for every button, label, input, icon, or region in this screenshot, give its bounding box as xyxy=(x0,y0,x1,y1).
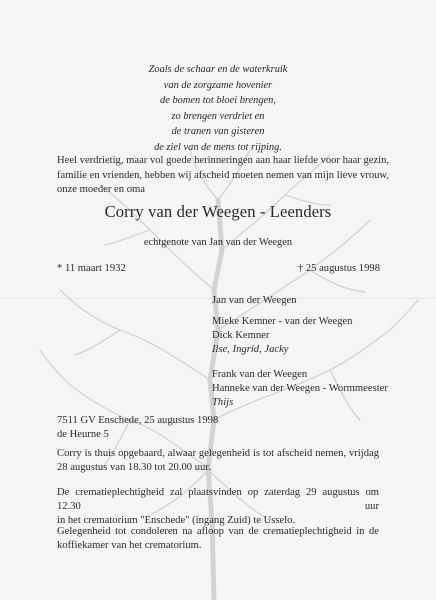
spouse-line: echtgenote van Jan van der Weegen xyxy=(143,237,293,248)
paragraph-line: koffiekamer van het crematorium. xyxy=(57,540,202,552)
birth-date: * 11 maart 1932 xyxy=(57,263,126,274)
poem-line: van de zorgzame hovenier xyxy=(163,79,273,91)
family-member: Hanneke van der Weegen - Wormmeester xyxy=(212,383,388,394)
condolence-paragraph xyxy=(57,525,379,553)
paragraph-line: De crematieplechtigheid zal plaatsvinden op zaterdag 29 augustus om 12.30 uur xyxy=(57,487,379,513)
family-member: Frank van der Weegen xyxy=(212,369,308,380)
deceased-name: Corry van der Weegen - Leenders xyxy=(104,202,332,221)
address-line: de Heurne 5 xyxy=(57,429,109,440)
paragraph-line: Corry is thuis opgebaard, alwaar gelegenheid is tot afscheid nemen, vrijdag xyxy=(57,448,379,459)
address xyxy=(57,414,218,442)
paragraph-line: Gelegenheid tot condoleren na afloop van de crematieplechtigheid in de xyxy=(57,526,379,537)
husband-name: Jan van der Weegen xyxy=(212,295,297,306)
family-group-1 xyxy=(212,315,352,357)
intro-line: onze moeder en oma xyxy=(57,184,145,195)
poem-line: de tranen van gisteren xyxy=(171,126,265,138)
intro-line: Heel verdrietig, maar vol goede herinneringen aan haar liefde voor haar gezin, xyxy=(57,155,390,166)
poem-line: de ziel van de mens tot rijping. xyxy=(154,141,282,153)
poem xyxy=(0,62,436,156)
intro-line: familie en vrienden, hebben wij afscheid moeten nemen van mijn lieve vrouw, xyxy=(57,169,390,181)
poem-line: Zoals de schaar en de waterkruik xyxy=(148,64,288,75)
death-date: † 25 augustus 1998 xyxy=(297,263,380,274)
grandchildren: Ilse, Ingrid, Jacky xyxy=(212,344,289,355)
address-line: 7511 GV Enschede, 25 augustus 1998 xyxy=(57,415,219,426)
intro-text xyxy=(57,154,389,198)
paragraph-line: 28 augustus van 18.30 tot 20.00 uur. xyxy=(57,462,211,474)
family-member: Dick Kemner xyxy=(212,330,270,341)
grandchildren: Thijs xyxy=(212,397,234,408)
poem-line: de bomen tot bloei brengen, xyxy=(160,95,276,107)
viewing-paragraph xyxy=(57,447,379,475)
cremation-paragraph xyxy=(57,486,379,529)
paragraph-line: in het crematorium "Enschede" (ingang Zuid) te Usselo. xyxy=(57,515,296,527)
poem-line: zo brengen verdriet en xyxy=(171,110,265,122)
family-group-2 xyxy=(212,368,388,410)
family-member: Mieke Kemner - van der Weegen xyxy=(212,316,353,327)
